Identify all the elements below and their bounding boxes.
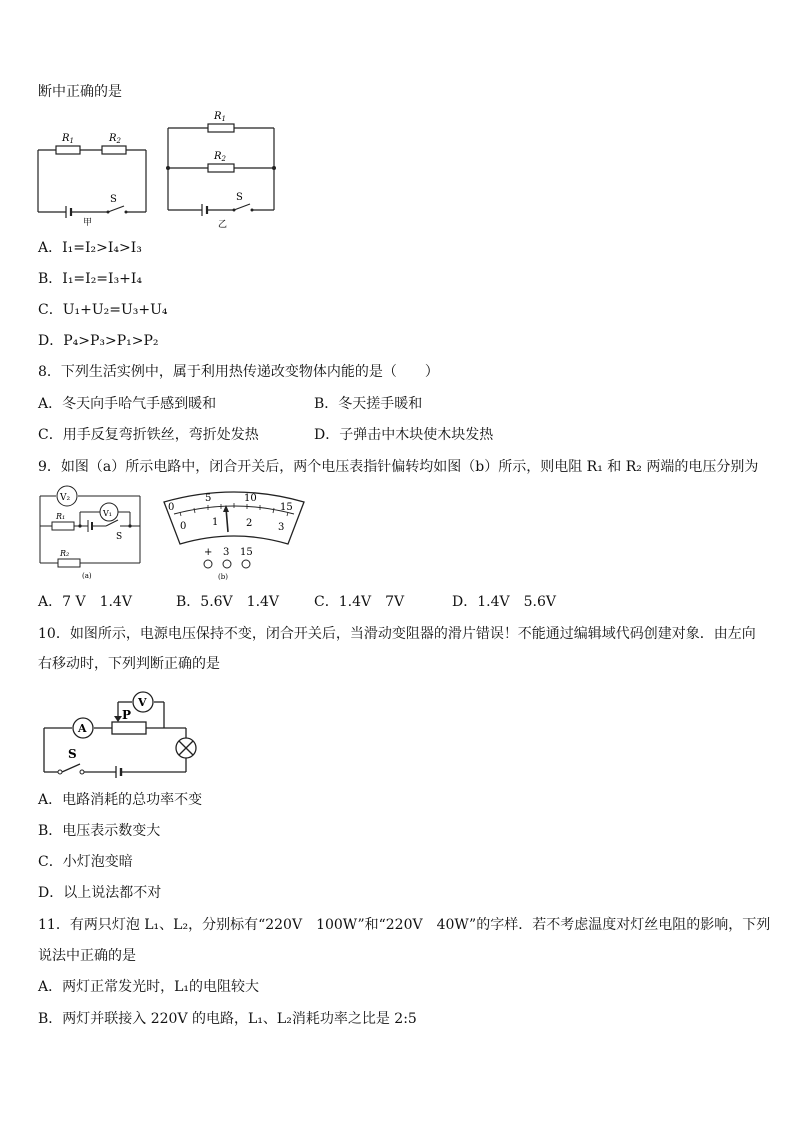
q10-option-b: B．电压表示数变大 [38, 823, 161, 839]
r1-label: $R_1$ [62, 133, 74, 145]
r2-label: $R_2$ [214, 151, 226, 163]
q11-option-a: A．两灯正常发光时，L₁的电阻较大 [38, 979, 260, 995]
q10-stem-line1: 10．如图所示，电源电压保持不变，闭合开关后，当滑动变阻器的滑片错误！不能通过编辑域代码创建对象．由左向 [38, 626, 756, 642]
q9-option-b: B．5.6V 1.4V [176, 594, 280, 610]
top-tick-5: 5 [205, 493, 212, 504]
q9-stem: 9．如图（a）所示电路中，闭合开关后，两个电压表指针偏转均如图（b）所示，则电阻 R₁ 和 R₂ 两端的电压分别为 [38, 459, 759, 475]
q8-stem: 8．下列生活实例中，属于利用热传递改变物体内能的是（ ） [38, 364, 439, 380]
q8-option-d: D．子弹击中木块使木块发热 [314, 427, 494, 443]
bottom-tick-0: 0 [180, 521, 187, 532]
circuit-diagram-yi [164, 106, 280, 230]
q10-option-c: C．小灯泡变暗 [38, 854, 133, 870]
voltmeter-dial-b [160, 488, 308, 584]
r2-label: $R_2$ [109, 133, 121, 145]
switch-label: S [110, 194, 117, 205]
q8-option-b: B．冬天搓手暖和 [314, 396, 423, 412]
circuit-diagram-jia [36, 126, 148, 226]
r1-label: R₁ [56, 512, 66, 521]
terminal-plus: + [204, 547, 213, 558]
q11-stem-line1: 11．有两只灯泡 L₁、L₂，分别标有“220V 100W”和“220V 40W”的字样．若不考虑温度对灯丝电阻的影响，下列 [38, 917, 771, 933]
terminal-3: 3 [223, 547, 230, 558]
switch-label: S [116, 532, 123, 542]
q11-stem-line2: 说法中正确的是 [38, 948, 136, 964]
slider-p-label: P [122, 708, 132, 722]
bottom-tick-2: 2 [246, 518, 253, 529]
r1-label: $R_1$ [214, 111, 226, 123]
q9-option-a: A．7 V 1.4V [38, 594, 132, 610]
v1-label: V₁ [103, 509, 112, 518]
intro-text: 断中正确的是 [38, 84, 122, 100]
q10-option-a: A．电路消耗的总功率不变 [38, 792, 203, 808]
terminal-15: 15 [240, 547, 253, 558]
q7-option-b: B．I₁=I₂=I₃+I₄ [38, 271, 143, 287]
r2-label: R₂ [60, 549, 70, 558]
circuit-diagram-a [36, 486, 144, 580]
voltmeter-label: V [138, 696, 147, 709]
q8-option-c: C．用手反复弯折铁丝，弯折处发热 [38, 427, 259, 443]
caption-b: (b) [218, 573, 228, 581]
switch-label: S [68, 747, 77, 761]
q7-option-d: D．P₄>P₃>P₁>P₂ [38, 333, 159, 349]
q7-option-c: C．U₁+U₂=U₃+U₄ [38, 302, 168, 318]
q9-option-d: D．1.4V 5.6V [452, 594, 556, 610]
bottom-tick-1: 1 [212, 517, 219, 528]
v2-label: V₂ [60, 493, 71, 503]
switch-label: S [236, 192, 243, 203]
top-tick-15: 15 [280, 502, 293, 513]
figure-label-yi: 乙 [218, 220, 228, 230]
bottom-tick-3: 3 [278, 522, 285, 533]
q7-option-a: A．I₁=I₂>I₄>I₃ [38, 240, 142, 256]
q10-stem-line2: 右移动时，下列判断正确的是 [38, 656, 220, 672]
q8-option-a: A．冬天向手哈气手感到暖和 [38, 396, 217, 412]
top-tick-10: 10 [244, 493, 257, 504]
q10-option-d: D．以上说法都不对 [38, 885, 162, 901]
q11-option-b: B．两灯并联接入 220V 的电路，L₁、L₂消耗功率之比是 2:5 [38, 1011, 417, 1027]
ammeter-label: A [78, 722, 87, 735]
circuit-diagram-q10 [40, 686, 200, 778]
caption-a: (a) [82, 572, 92, 580]
top-tick-0: 0 [168, 502, 175, 513]
q9-option-c: C．1.4V 7V [314, 594, 405, 610]
figure-label-jia: 甲 [83, 218, 93, 228]
